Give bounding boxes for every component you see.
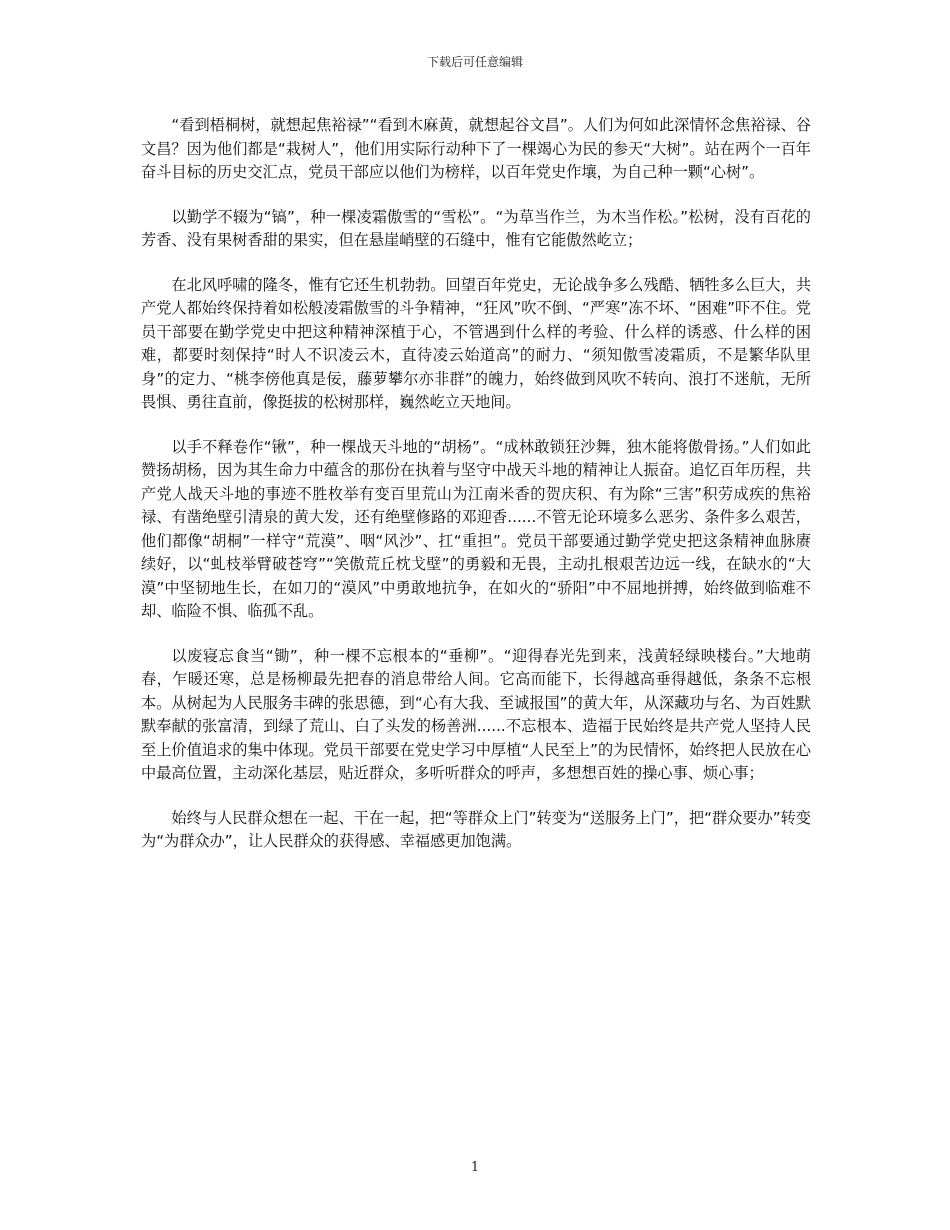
paragraph-3: 在北风呼啸的隆冬，惟有它还生机勃勃。回望百年党史，无论战争多么残酷、牺牲多么巨大，共产党人都始终保持着如松般凌霜傲雪的斗争精神，“狂风”吹不倒、“严寒”冻不坏、“困难”吓不住。党员干部要在勤学党史中把这种精神深植于心，不管遇到什么样的考验、什么样的诱惑、什么样的困难，都要时刻保持“时人不识凌云木，直待凌云始道高”的耐力、“须知傲雪凌霜质，不是繁华队里身”的定力、“桃李傍他真是佞，藤萝攀尔亦非群”的魄力，始终做到风吹不转向、浪打不迷航，无所畏惧、勇往直前，像挺拔的松树那样，巍然屹立天地间。 [141,275,811,411]
document-body [141,114,811,875]
paragraph-2: 以勤学不辍为“镐”，种一棵凌霜傲雪的“雪松”。“为草当作兰，为木当作松。”松树，没有百花的芳香、没有果树香甜的果实，但在悬崖峭壁的石缝中，惟有它能傲然屹立； [141,207,811,249]
paragraph-1: “看到梧桐树，就想起焦裕禄”“看到木麻黄，就想起谷文昌”。人们为何如此深情怀念焦裕禄、谷文昌？因为他们都是“栽树人”，他们用实际行动种下了一棵竭心为民的参天“大树”。站在两个一百年奋斗目标的历史交汇点，党员干部应以他们为榜样，以百年党史作壤，为自己种一颗“心树”。 [141,116,811,181]
paragraph-6: 始终与人民群众想在一起、干在一起，把“等群众上门”转变为“送服务上门”，把“群众要办”转变为“为群众办”，让人民群众的获得感、幸福感更加饱满。 [141,808,811,850]
page-header: 下载后可任意编辑 [426,55,523,69]
page-number: 1 [470,1160,480,1175]
paragraph-5: 以废寝忘食当“锄”，种一棵不忘根本的“垂柳”。“迎得春光先到来，浅黄轻绿映楼台。”大地萌春，乍暖还寒，总是杨柳最先把春的消息带给人间。它高而能下，长得越高垂得越低，条条不忘根本。从树起为人民服务丰碑的张思德，到“心有大我、至诚报国”的黄大年，从深藏功与名、为百姓默默奉献的张富清，到绿了荒山、白了头发的杨善洲......不忘根本、造福于民始终是共产党人坚持人民至上价值追求的集中体现。党员干部要在党史学习中厚植“人民至上”的为民情怀，始终把人民放在心中最高位置，主动深化基层，贴近群众，多听听群众的呼声，多想想百姓的操心事、烦心事； [141,646,811,782]
paragraph-4: 以手不释卷作“锹”，种一棵战天斗地的“胡杨”。“成林敢锁狂沙舞，独木能将傲骨扬。”人们如此赞扬胡杨，因为其生命力中蕴含的那份在执着与坚守中战天斗地的精神让人振奋。追忆百年历程，共产党人战天斗地的事迹不胜枚举有变百里荒山为江南米香的贺庆积、有为除“三害”积劳成疾的焦裕禄、有凿绝壁引清泉的黄大发，还有绝壁修路的邓迎香......不管无论环境多么恶劣、条件多么艰苦，他们都像“胡桐”一样守“荒漠”、咽“风沙”、扛“重担”。党员干部要通过勤学党史把这条精神血脉赓续好，以“虬枝举臂破苍穹”“笑傲荒丘枕戈壁”的勇毅和无畏，主动扎根艰苦边远一线，在缺水的“大漠”中坚韧地生长，在如刀的“漠风”中勇敢地抗争，在如火的“骄阳”中不屈地拼搏，始终做到临难不却、临险不惧、临孤不乱。 [141,437,811,620]
